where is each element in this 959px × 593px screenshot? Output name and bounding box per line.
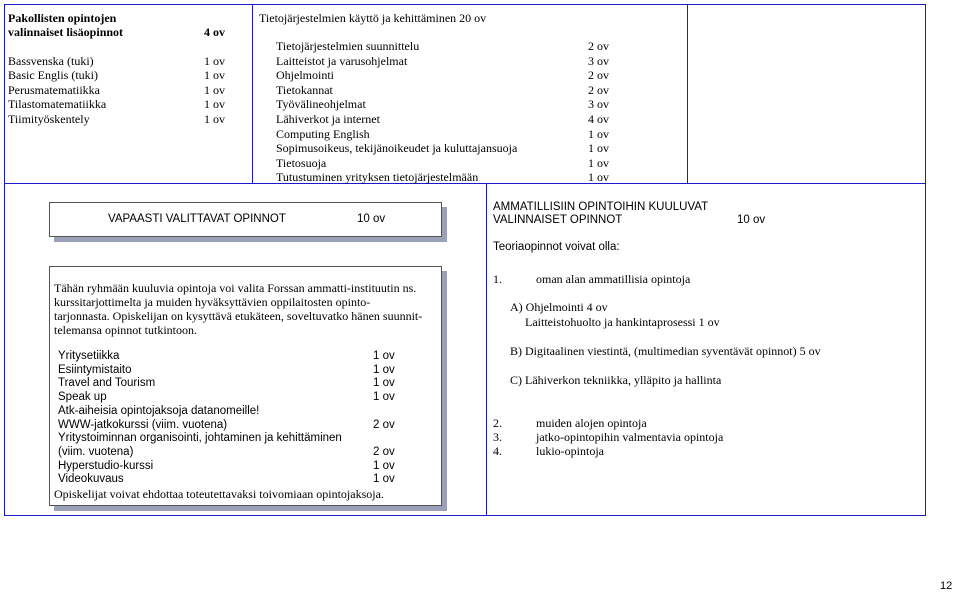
- center-panel-item-name: Tietokannat: [276, 82, 333, 97]
- vocational-title-line1: AMMATILLISIIN OPINTOIHIN KUULUVAT: [493, 201, 709, 213]
- vocational-intro: Teoriaopinnot voivat olla:: [493, 241, 620, 253]
- left-panel-item-name: Tilastomatematiikka: [8, 97, 107, 112]
- center-panel-item-name: Ohjelmointi: [276, 68, 334, 83]
- vocational-sub-b: B) Digitaalinen viestintä, (multimedian syventävät opinnot) 5 ov: [510, 344, 821, 358]
- center-panel-item-credits: 3 ov: [588, 53, 609, 68]
- center-panel-item-credits: 2 ov: [588, 39, 609, 53]
- free-electives-description-line: kurssitarjottimelta ja muiden hyväksyttävien oppilaitosten opinto-: [54, 295, 371, 309]
- free-electives-course-name: Hyperstudio-kurssi: [58, 459, 154, 472]
- vocational-credits: 10 ov: [737, 214, 766, 226]
- center-panel-item-credits: 1 ov: [588, 141, 609, 156]
- free-electives-course-name: Yritystoiminnan organisointi, johtaminen ja kehittäminen: [58, 432, 342, 445]
- center-panel-item-credits: 1 ov: [588, 170, 609, 185]
- center-panel-item-credits: 3 ov: [588, 97, 609, 112]
- vocational-item4-number: 4.: [493, 444, 502, 458]
- left-panel-title-line2: valinnaiset lisäopinnot: [8, 25, 124, 39]
- free-electives-course-credits: 1 ov: [373, 377, 395, 390]
- left-panel-item-credits: 1 ov: [204, 97, 225, 112]
- left-panel-item-name: Bassvenska (tuki): [8, 54, 94, 68]
- center-panel-item-credits: 1 ov: [588, 126, 609, 141]
- center-panel-item-name: Laitteistot ja varusohjelmat: [276, 53, 408, 68]
- free-electives-description-line: telemansa opinnot tutkintoon.: [54, 323, 197, 337]
- free-electives-course-credits: 1 ov: [373, 391, 395, 404]
- vocational-sub-a-line1: A) Ohjelmointi 4 ov: [510, 300, 608, 314]
- center-panel-item-name: Työvälineohjelmat: [276, 97, 366, 112]
- center-panel-item-name: Tutustuminen yrityksen tietojärjestelmään: [276, 170, 479, 185]
- free-electives-course-credits: 2 ov: [373, 445, 395, 458]
- left-panel-item-credits: 1 ov: [204, 68, 225, 83]
- left-panel-item-credits: 1 ov: [204, 111, 225, 126]
- center-panel-item-credits: 2 ov: [588, 68, 609, 83]
- free-electives-course-name: Yritysetiikka: [58, 350, 120, 362]
- left-panel-item-name: Perusmatematiikka: [8, 82, 100, 97]
- left-panel-item-credits: 1 ov: [204, 82, 225, 97]
- free-electives-course-name: (viim. vuotena): [58, 445, 134, 458]
- center-panel-item-credits: 2 ov: [588, 82, 609, 97]
- free-electives-course-credits: 2 ov: [373, 418, 395, 431]
- free-electives-footer: Opiskelijat voivat ehdottaa toteutettavaksi toivomiaan opintojaksoja.: [54, 487, 384, 501]
- vocational-item3-number: 3.: [493, 430, 502, 444]
- left-panel-item-name: Tiimityöskentely: [8, 111, 90, 126]
- vocational-item2-text: muiden alojen opintoja: [536, 416, 647, 430]
- free-electives-course-name: Travel and Tourism: [58, 377, 156, 390]
- center-panel-item-name: Sopimusoikeus, tekijänoikeudet ja kuluttajansuoja: [276, 141, 518, 156]
- free-electives-course-name: WWW-jatkokurssi (viim. vuotena): [58, 418, 228, 431]
- free-electives-content-box: [49, 266, 442, 506]
- vocational-item4-text: lukio-opintoja: [536, 444, 604, 458]
- page-number: 12: [940, 580, 953, 592]
- free-electives-course-credits: 1 ov: [373, 363, 395, 376]
- vocational-sub-c: C) Lähiverkon tekniikka, ylläpito ja hallinta: [510, 373, 722, 387]
- free-electives-title: VAPAASTI VALITTAVAT OPINNOT: [108, 213, 286, 225]
- vocational-item1-number: 1.: [493, 272, 502, 286]
- center-panel-item-name: Computing English: [276, 126, 370, 141]
- free-electives-credits: 10 ov: [357, 213, 386, 225]
- free-electives-header-box: [49, 202, 442, 237]
- free-electives-course-name: Esiintymistaito: [58, 363, 132, 376]
- vocational-item1-text: oman alan ammatillisia opintoja: [536, 272, 691, 286]
- free-electives-course-name: Videokuvaus: [58, 473, 124, 486]
- left-panel-item-name: Basic Englis (tuki): [8, 68, 98, 83]
- vocational-item3-text: jatko-opintopihin valmentavia opintoja: [536, 430, 724, 444]
- left-panel-title-line1: Pakollisten opintojen: [8, 11, 117, 25]
- free-electives-description-line: Tähän ryhmään kuuluvia opintoja voi valita Forssan ammatti-instituutin ns.: [54, 281, 417, 295]
- center-panel-item-name: Tietojärjestelmien suunnittelu: [276, 39, 420, 53]
- center-panel-title: Tietojärjestelmien käyttö ja kehittäminen 20 ov: [259, 11, 487, 25]
- vocational-title-line2: VALINNAISET OPINNOT: [493, 214, 623, 226]
- free-electives-course-name: Speak up: [58, 391, 107, 404]
- free-electives-description-line: tarjonnasta. Opiskelijan on kysyttävä etukäteen, soveltuvatko hänen suunnit-: [54, 309, 423, 323]
- top-right-empty-box: [687, 4, 926, 184]
- free-electives-course-name: Atk-aiheisia opintojaksoja datanomeille!: [58, 404, 260, 417]
- center-panel-item-credits: 1 ov: [588, 155, 609, 170]
- center-panel-item-credits: 4 ov: [588, 112, 609, 126]
- vocational-sub-a-line2: Laitteistohuolto ja hankintaprosessi 1 ov: [525, 315, 720, 329]
- free-electives-course-credits: 1 ov: [373, 459, 395, 472]
- free-electives-course-credits: 1 ov: [373, 350, 395, 362]
- center-panel-item-name: Lähiverkot ja internet: [276, 112, 380, 126]
- left-panel-item-credits: 1 ov: [204, 54, 225, 68]
- left-panel-title-credits: 4 ov: [204, 25, 225, 39]
- center-panel-item-name: Tietosuoja: [276, 155, 327, 170]
- free-electives-course-credits: 1 ov: [373, 473, 395, 486]
- vocational-item2-number: 2.: [493, 416, 502, 430]
